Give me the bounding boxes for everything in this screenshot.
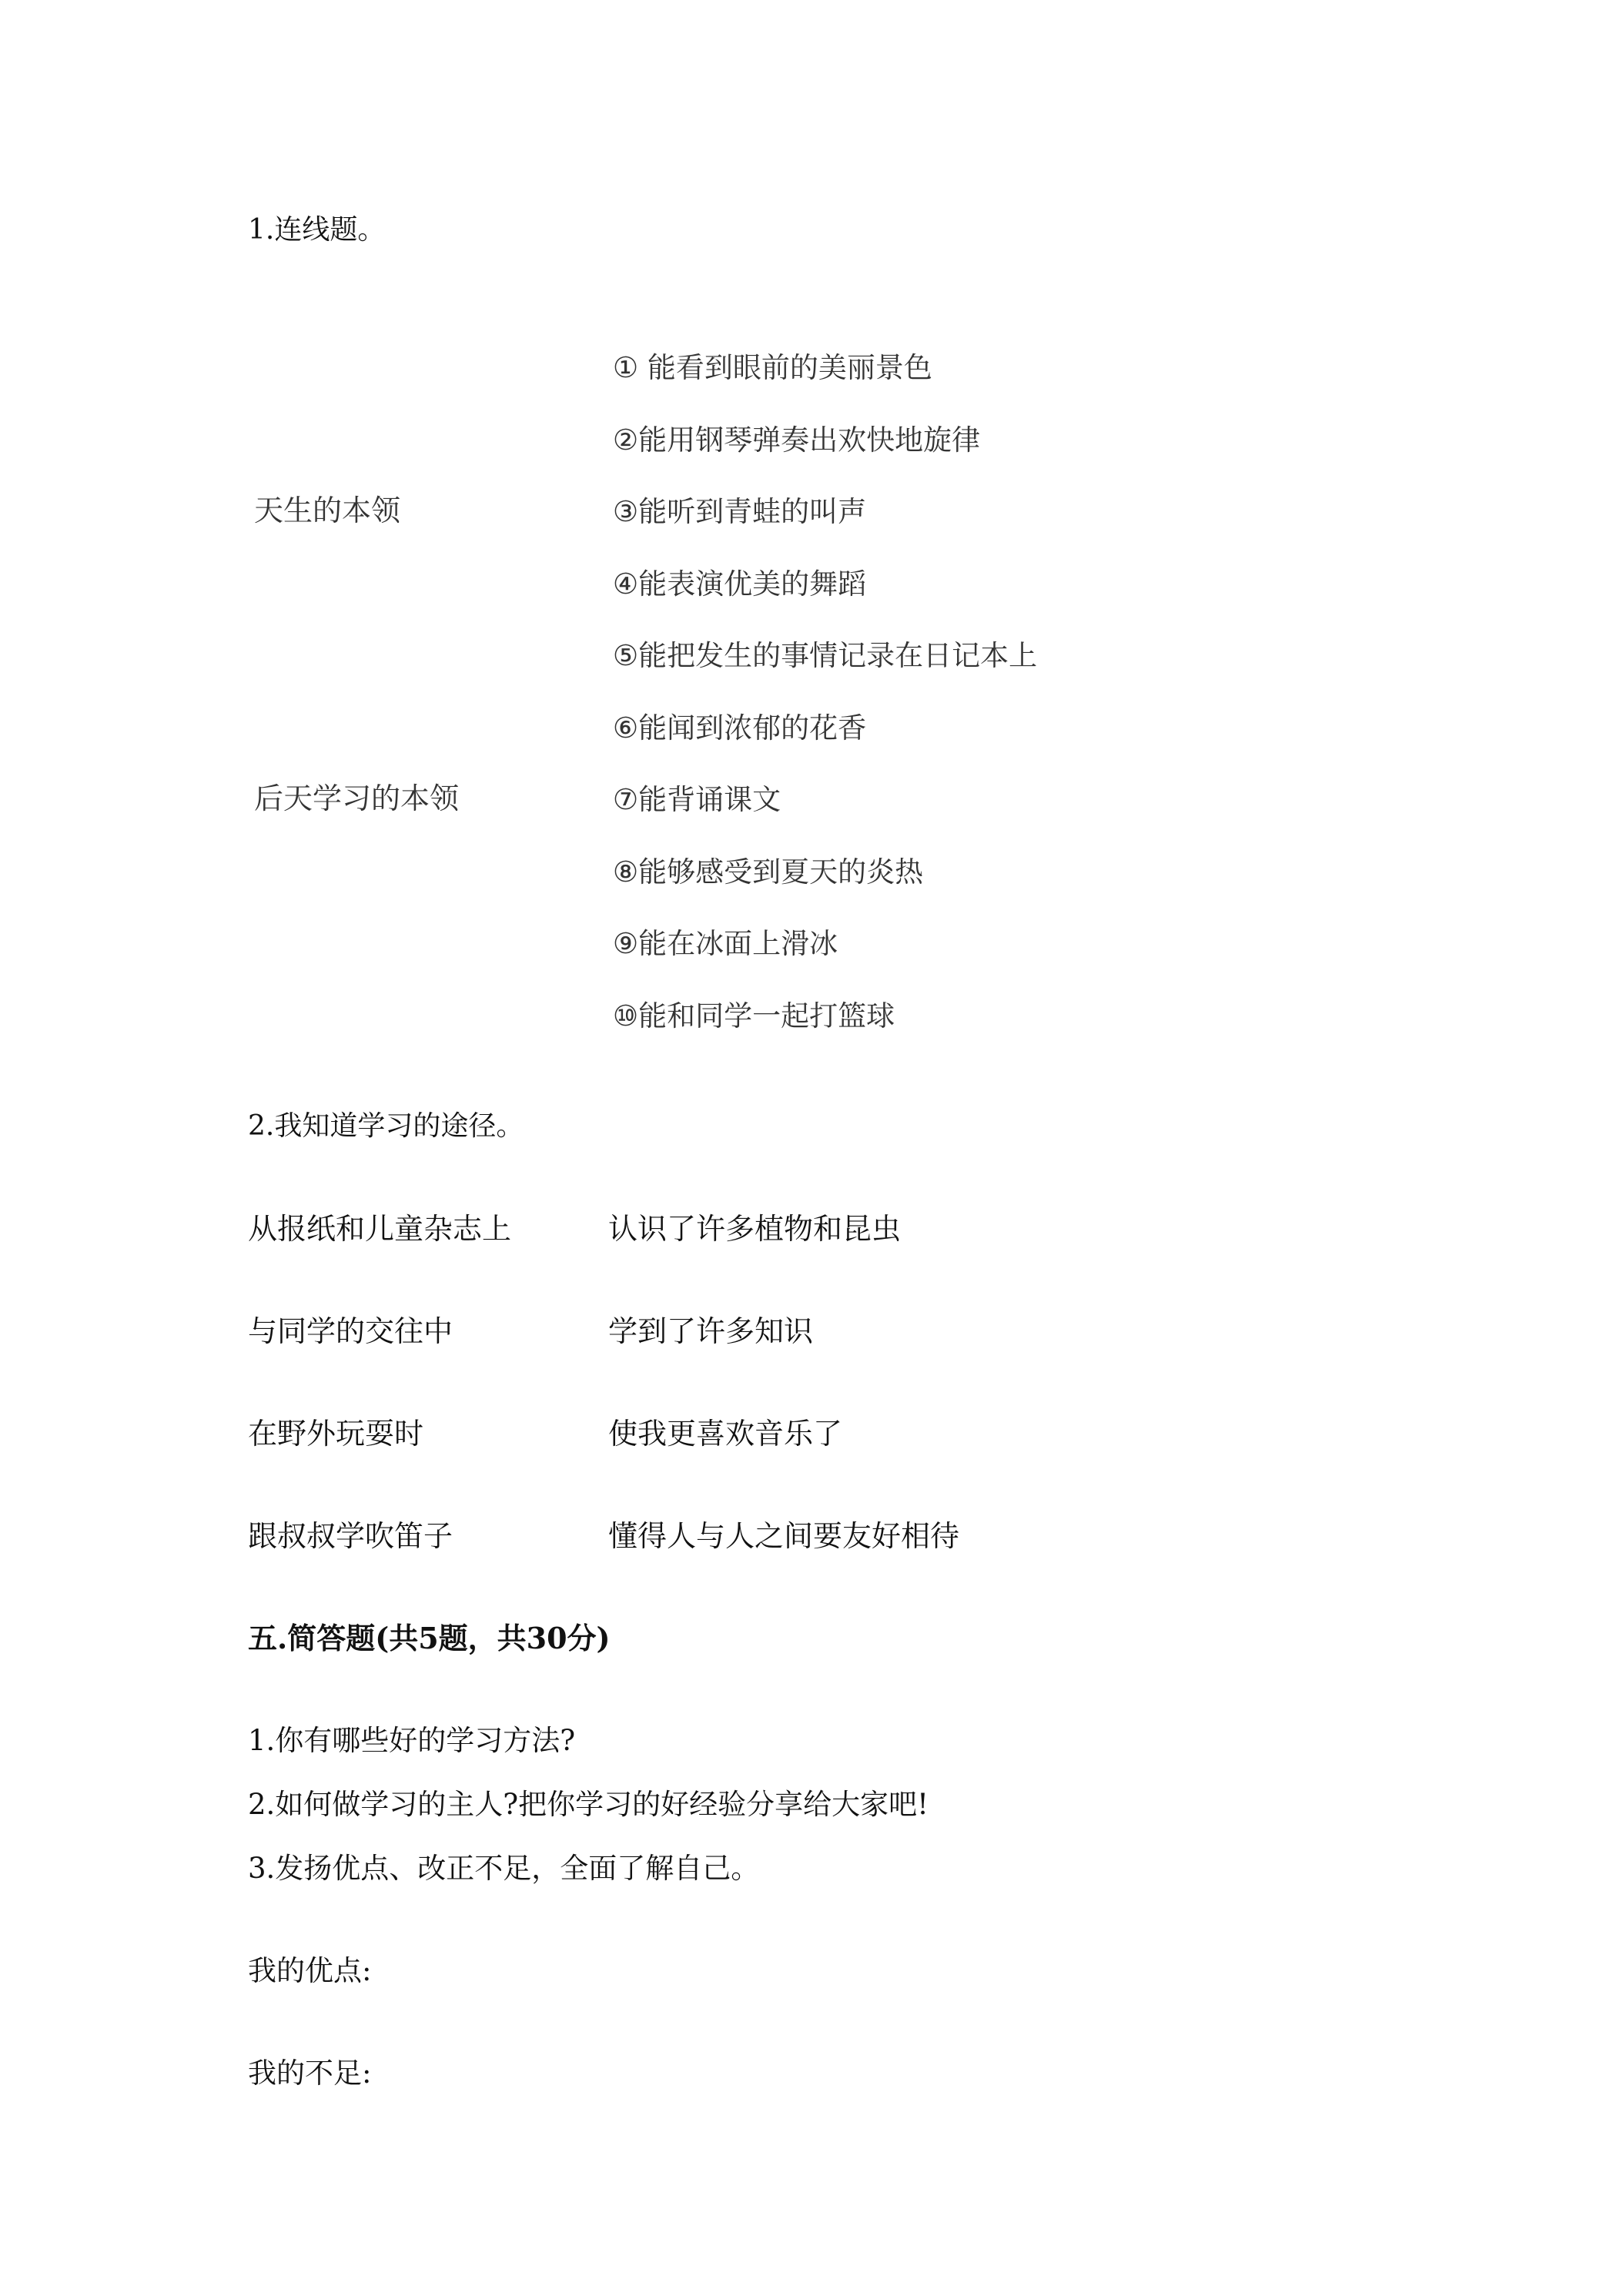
q2-right-item: 学到了许多知识 [608,1314,814,1348]
match-right-item: ⑤能把发生的事情记录在日记本上 [613,639,1038,672]
q2-right-item: 懂得人与人之间要友好相待 [608,1519,960,1553]
match-right-item: ⑥能闻到浓郁的花香 [613,711,867,745]
q2-left-item: 从报纸和儿童杂志上 [248,1212,512,1246]
match-right-item: ① 能看到眼前的美丽景色 [613,351,932,384]
q2-left-item: 跟叔叔学吹笛子 [248,1519,453,1553]
weaknesses-label: 我的不足: [248,2057,372,2090]
match-right-item: ④能表演优美的舞蹈 [613,567,867,601]
match-left-item: 天生的本领 [254,494,401,527]
section-five-title: 五.简答题(共5题，共30分) [248,1621,611,1655]
match-right-item: ⑦能背诵课文 [613,783,781,816]
match-right-item: ②能用钢琴弹奏出欢快地旋律 [613,423,981,457]
short-answer-question: 3.发扬优点、改正不足，全面了解自己。 [248,1852,760,1885]
q2-right-item: 认识了许多植物和昆虫 [608,1212,902,1246]
q2-left-item: 与同学的交往中 [248,1314,453,1348]
match-right-item: ⑨能在冰面上滑冰 [613,927,838,960]
q2-right-item: 使我更喜欢音乐了 [608,1417,843,1451]
q2-title: 2.我知道学习的途径。 [248,1110,524,1142]
match-left-item: 后天学习的本领 [254,782,460,815]
match-right-item: ⑩能和同学一起打篮球 [613,999,895,1033]
match-right-item: ⑧能够感受到夏天的炎热 [613,855,924,889]
match-right-item: ③能听到青蛙的叫声 [613,495,867,528]
short-answer-question: 1.你有哪些好的学习方法? [248,1724,576,1757]
strengths-label: 我的优点: [248,1954,372,1987]
q1-title: 1.连线题。 [248,214,386,246]
short-answer-question: 2.如何做学习的主人?把你学习的好经验分享给大家吧! [248,1788,929,1821]
q2-left-item: 在野外玩耍时 [248,1417,424,1451]
